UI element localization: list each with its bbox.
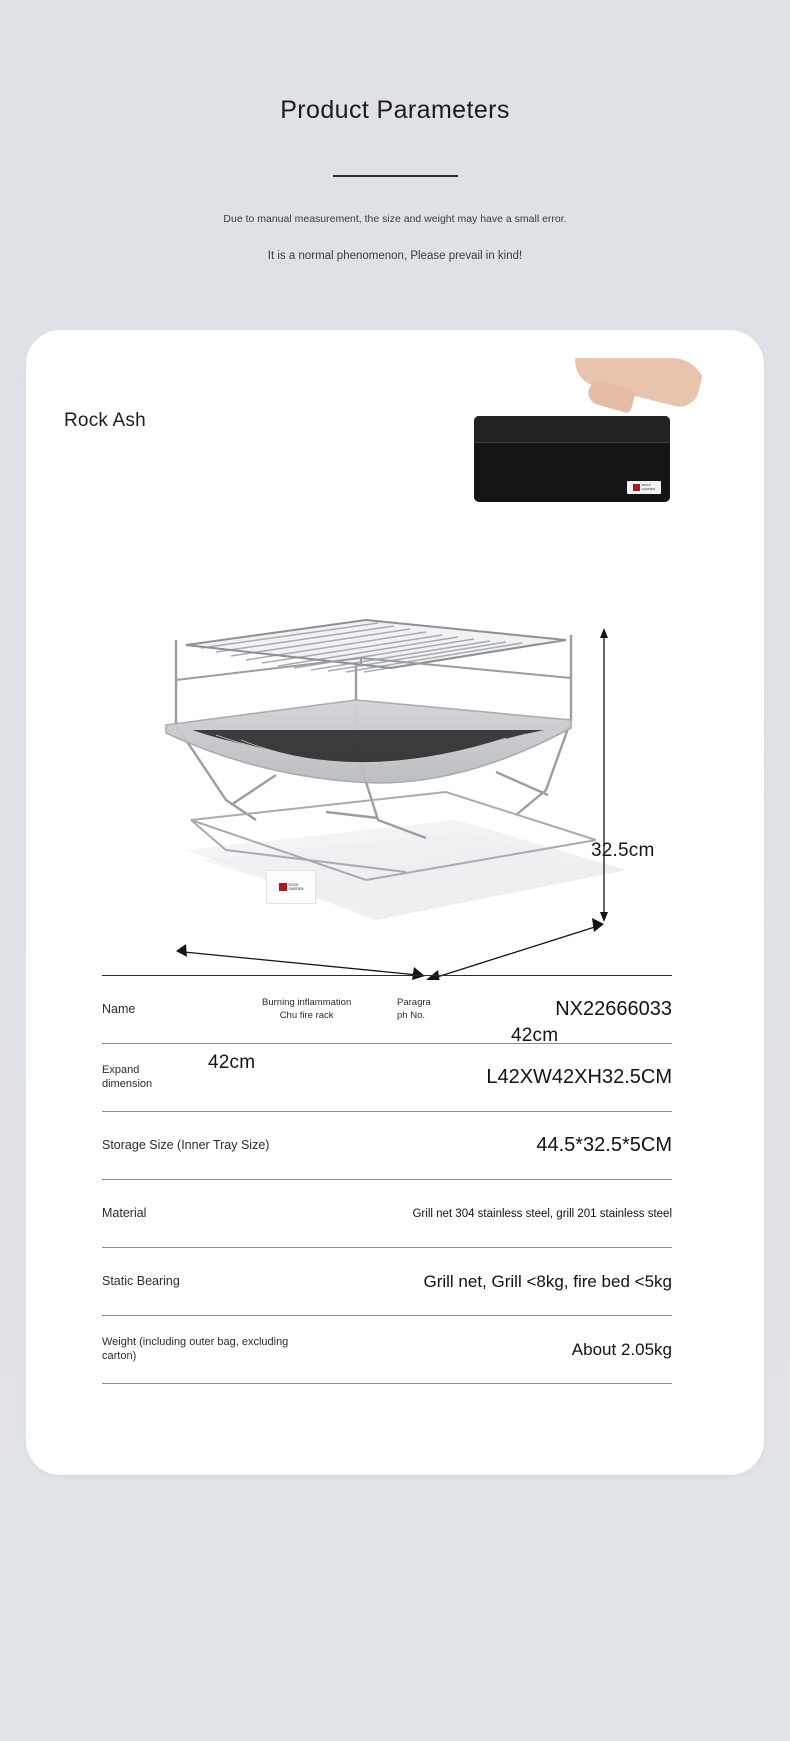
spec-value: About 2.05kg bbox=[571, 1339, 672, 1359]
table-row bbox=[102, 1044, 672, 1112]
brand-tag-pouch bbox=[627, 481, 661, 494]
spec-label: Weight (including outer bag, excluding carton) bbox=[102, 1335, 289, 1362]
brand-tag-text: ROCK GARDEN bbox=[641, 483, 656, 491]
spec-mid-label: Burning inflammation Chu fire rack bbox=[262, 997, 352, 1021]
title-divider bbox=[333, 175, 458, 177]
spec-value: 44.5*32.5*5CM bbox=[536, 1134, 672, 1156]
brand-mark-icon bbox=[633, 484, 640, 491]
spec-value: Grill net, Grill <8kg, fire bed <5kg bbox=[423, 1271, 672, 1291]
product-name: Rock Ash bbox=[64, 410, 146, 431]
spec-label: Expand dimension bbox=[102, 1063, 153, 1090]
brand-plate bbox=[266, 870, 316, 904]
table-row bbox=[102, 1112, 672, 1180]
spec-table bbox=[102, 975, 672, 1384]
spec-label: Static Bearing bbox=[102, 1273, 180, 1288]
table-row bbox=[102, 1316, 672, 1384]
spec-label: Material bbox=[102, 1205, 147, 1220]
brand-plate-text: ROCK GARDEN bbox=[288, 882, 304, 891]
dimension-width-right-label: 42cm bbox=[511, 1025, 559, 1046]
measurement-note-line-1: Due to manual measurement, the size and weight may have a small error. bbox=[223, 213, 567, 225]
dimension-height-label: 32.5cm bbox=[591, 840, 655, 861]
spec-value: Grill net 304 stainless steel, grill 201 stainless steel bbox=[412, 1207, 672, 1220]
brand-mark-icon-product bbox=[279, 883, 287, 891]
grill-diagram-svg bbox=[26, 520, 764, 980]
product-card bbox=[26, 330, 764, 1475]
spec-label: Storage Size (Inner Tray Size) bbox=[102, 1137, 270, 1152]
table-row bbox=[102, 1180, 672, 1248]
spec-label: Name bbox=[102, 1001, 136, 1016]
table-row bbox=[102, 976, 672, 1044]
dimension-width-left-label: 42cm bbox=[208, 1052, 256, 1073]
page-title: Product Parameters bbox=[280, 96, 510, 124]
measurement-note bbox=[0, 213, 790, 263]
measurement-note-line-2: It is a normal phenomenon, Please prevail in kind! bbox=[267, 249, 523, 262]
spec-mid-label-2: Paragra ph No. bbox=[397, 997, 431, 1021]
table-row bbox=[102, 1248, 672, 1316]
spec-value: L42XW42XH32.5CM bbox=[486, 1066, 672, 1088]
page-header bbox=[0, 0, 790, 263]
pouch-icon bbox=[474, 416, 670, 502]
spec-value: NX22666033 bbox=[555, 998, 672, 1020]
